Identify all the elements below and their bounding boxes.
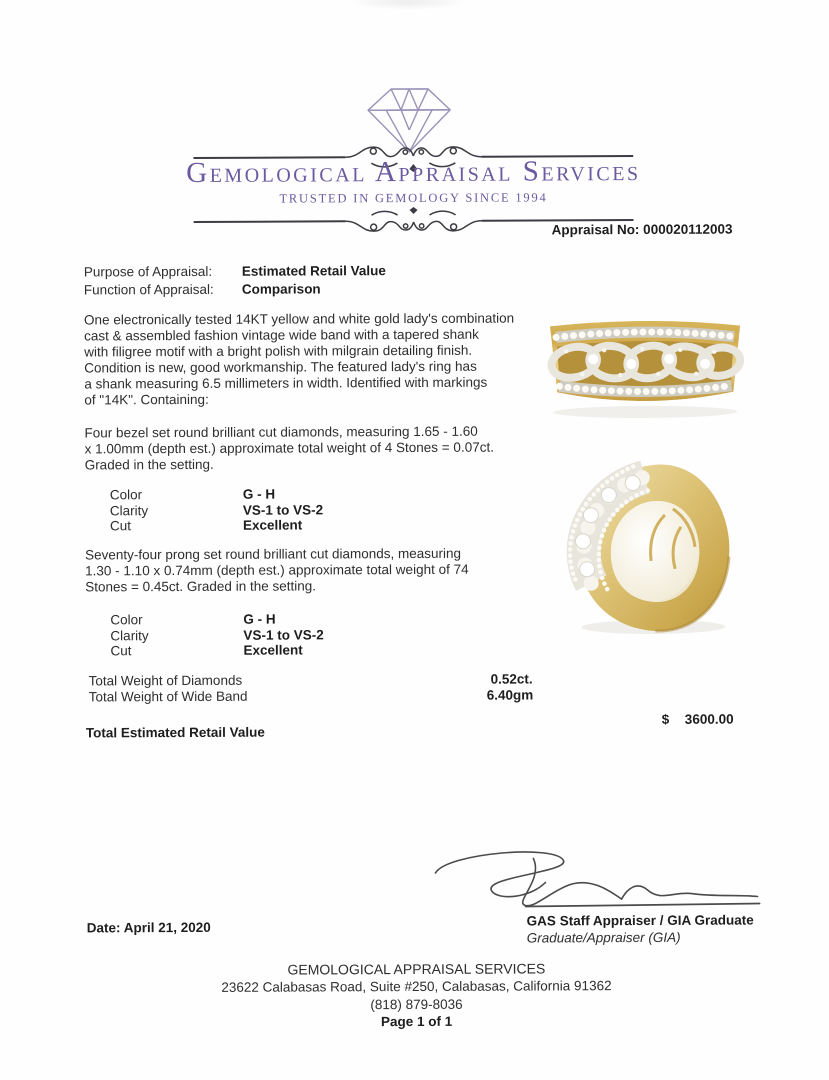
- total-retail-value: 3600.00: [684, 711, 734, 727]
- total-weight-diamonds-label: Total Weight of Diamonds: [88, 672, 243, 689]
- spec-row-cut: [110, 517, 323, 533]
- spec-label: Color: [110, 612, 143, 628]
- spec-row-clarity: [110, 502, 323, 518]
- currency-symbol: $: [661, 711, 670, 727]
- appraiser-subtitle: Graduate/Appraiser (GIA): [526, 929, 681, 946]
- spec-label: Cut: [110, 643, 132, 659]
- spec-value: Excellent: [243, 642, 303, 658]
- spec-table-2: [110, 611, 323, 658]
- spec-row-color: [110, 611, 323, 627]
- item-description: One electronically tested 14KT yellow and white gold lady's combination cast & assembled fashion vintage wide band with a tapered shank with filigree motif with a bright polish with milgrain detailing finish. Condition is new, good workmanship. The featured lady's ring has a shank measuring 6.5 millimeters in width. Identified with markings of "14K". Containing:: [84, 310, 515, 407]
- function-label: Function of Appraisal:: [83, 281, 214, 298]
- purpose-value: Estimated Retail Value: [241, 263, 386, 279]
- bezel-diamonds-paragraph: Four bezel set round brilliant cut diamonds, measuring 1.65 - 1.60 x 1.00mm (depth est.) approximate total weight of 4 Stones = 0.07ct. Graded in the setting.: [84, 423, 494, 473]
- spec-table-1: [110, 486, 323, 533]
- spec-value: VS-1 to VS-2: [243, 626, 324, 643]
- total-weight-band-label: Total Weight of Wide Band: [88, 688, 248, 705]
- prong-diamonds-paragraph: Seventy-four prong set round brilliant cut diamonds, measuring 1.30 - 1.10 x 0.74mm (depth est.) approximate total weight of 74 Stones = 0.45ct. Graded in the setting.: [85, 545, 469, 595]
- spec-value: Excellent: [242, 517, 303, 533]
- spec-value: G - H: [243, 611, 276, 627]
- footer-phone: (818) 879-8036: [370, 996, 463, 1013]
- footer-page-number: Page 1 of 1: [380, 1013, 453, 1030]
- ring-front-photo: [542, 296, 749, 421]
- total-weight-band-value: 6.40gm: [486, 687, 534, 703]
- appraisal-date: Date: April 21, 2020: [86, 919, 211, 936]
- purpose-label: Purpose of Appraisal:: [83, 263, 213, 280]
- footer-company: GEMOLOGICAL APPRAISAL SERVICES: [287, 960, 546, 978]
- company-tagline: TRUSTED IN GEMOLOGY SINCE 1994: [279, 190, 548, 206]
- appraiser-signature: [413, 841, 773, 913]
- function-value: Comparison: [241, 281, 321, 297]
- spec-value: G - H: [242, 486, 276, 502]
- appraisal-number: Appraisal No: 000020112003: [551, 221, 733, 238]
- footer-address: 23622 Calabasas Road, Suite #250, Calabasas, California 91362: [221, 978, 612, 995]
- spec-label: Clarity: [109, 502, 149, 518]
- spec-label: Cut: [109, 518, 131, 534]
- company-name: Gemological Appraisal Services: [186, 155, 641, 189]
- total-retail-label: Total Estimated Retail Value: [85, 724, 265, 741]
- spec-row-clarity: [110, 627, 323, 643]
- spec-label: Color: [109, 487, 143, 503]
- spec-label: Clarity: [110, 627, 149, 643]
- spec-row-cut: [110, 642, 323, 658]
- spec-value: VS-1 to VS-2: [242, 501, 324, 518]
- total-weight-diamonds-value: 0.52ct.: [490, 671, 533, 687]
- spec-row-color: [110, 486, 323, 502]
- ring-side-photo: [553, 457, 754, 640]
- appraiser-title: GAS Staff Appraiser / GIA Graduate: [526, 912, 754, 929]
